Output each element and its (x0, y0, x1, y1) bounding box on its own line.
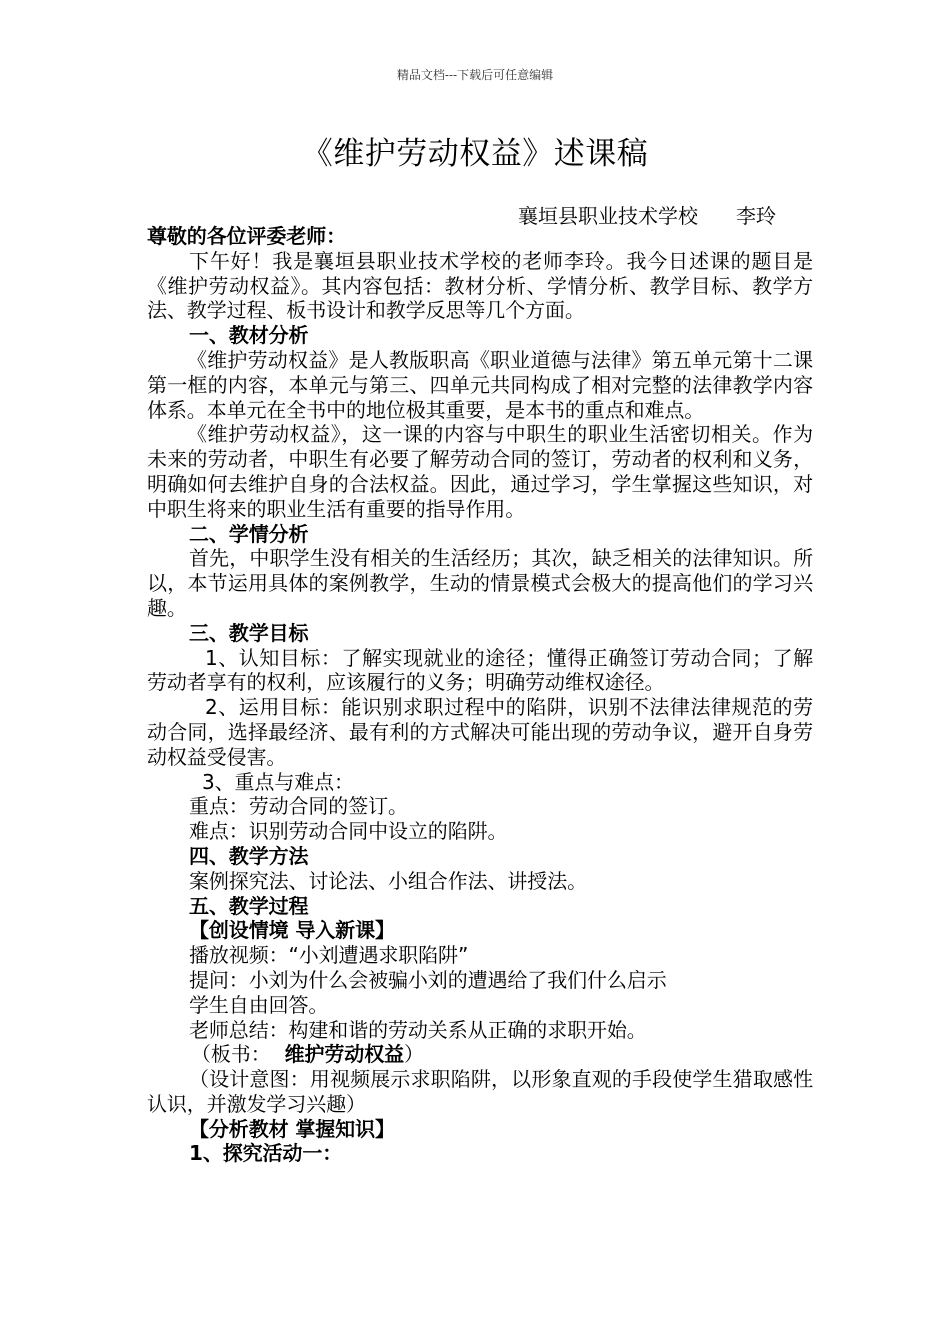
salutation: 尊敬的各位评委老师： (147, 224, 346, 248)
teaching-methods: 案例探究法、讨论法、小组合作法、讲授法。 (189, 868, 587, 893)
header-note: 精品文档---下载后可任意编辑 (396, 68, 554, 82)
section1-paragraph-2: 《维护劳动权益》，这一课的内容与中职生的职业生活密切相关。作为未来的劳动者，中职生有必要了解劳动合同的签订，劳动者的权利和义务，明确如何去维护自身的合法权益。因此，通过学习，学生掌握这些知识，对中职生将来的职业生活有重要的指导作用。 (147, 422, 813, 521)
difficult-point: 难点：识别劳动合同中设立的陷阱。 (189, 819, 508, 844)
question-line: 提问：小刘为什么会被骗小刘的遭遇给了我们什么启示 (189, 967, 667, 992)
document-title: 《维护劳动权益》述课稿 (301, 136, 649, 172)
board-line (147, 1042, 813, 1067)
section2-paragraph-1: 首先，中职学生没有相关的生活经历；其次，缺乏相关的法律知识。所以，本节运用具体的案例教学，生动的情景模式会极大的提高他们的学习兴趣。 (147, 546, 813, 620)
goal-cognitive: 1、认知目标：了解实现就业的途径；懂得正确签订劳动合同；了解劳动者享有的权利，应该履行的义务；明确劳动维权途径。 (147, 645, 813, 695)
goal-key-points: 3、重点与难点： (202, 769, 354, 794)
author-school: 襄垣县职业技术学校 (518, 204, 698, 228)
stage-analysis-heading: 【分析教材 掌握知识】 (189, 1116, 395, 1141)
key-point: 重点：劳动合同的签订。 (189, 794, 408, 819)
section1-paragraph-1: 《维护劳动权益》是人教版职高《职业道德与法律》第五单元第十二课第一框的内容，本单元与第三、四单元共同构成了相对完整的法律教学内容体系。本单元在全书中的地位极其重要，是本书的重点和难点。 (147, 347, 813, 422)
board-prefix: （板书： (191, 1042, 271, 1067)
goal-application: 2、运用目标：能识别求职过程中的陷阱，识别不法律法律规范的劳动合同，选择最经济、最有利的方式解决可能出现的劳动争议，避开自身劳动权益受侵害。 (147, 695, 813, 769)
answer-line: 学生自由回答。 (189, 992, 329, 1017)
section-heading-3: 三、教学目标 (189, 620, 309, 645)
section-heading-5: 五、教学过程 (189, 893, 309, 918)
design-intent: （设计意图：用视频展示求职陷阱，以形象直观的手段使学生猎取感性认识，并激发学习兴趣） (147, 1067, 813, 1116)
section-heading-2: 二、学情分析 (189, 521, 309, 546)
stage-intro-heading: 【创设情境 导入新课】 (189, 918, 395, 943)
board-title: 维护劳动权益 (284, 1042, 405, 1067)
section-heading-4: 四、教学方法 (189, 843, 309, 868)
board-suffix: ） (404, 1042, 424, 1067)
intro-paragraph: 下午好！我是襄垣县职业技术学校的老师李玲。我今日述课的题目是《维护劳动权益》。其内容包括：教材分析、学情分析、教学目标、教学方法、教学过程、板书设计和教学反思等几个方面。 (147, 248, 813, 323)
activity-one-heading: 1、探究活动一： (189, 1141, 343, 1166)
author-name: 李玲 (736, 204, 776, 228)
teacher-summary-line: 老师总结：构建和谐的劳动关系从正确的求职开始。 (189, 1017, 647, 1042)
section-heading-1: 一、教材分析 (189, 323, 309, 348)
play-video-line: 播放视频：“小刘遭遇求职陷阱” (189, 943, 469, 968)
document-body (147, 224, 813, 1166)
